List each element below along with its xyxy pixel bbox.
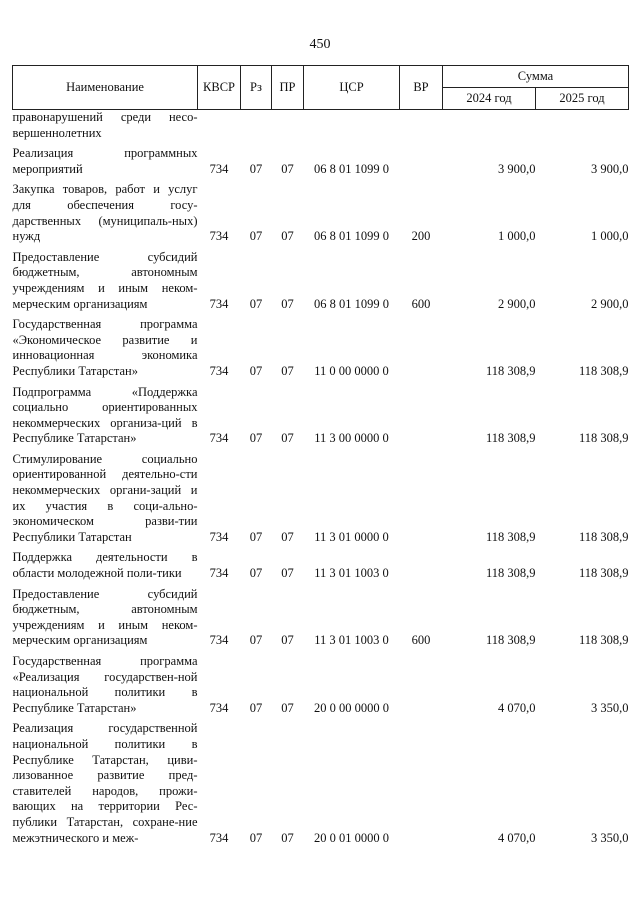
header-vr: ВР xyxy=(400,66,443,110)
row-rz: 07 xyxy=(249,633,263,648)
row-pr: 07 xyxy=(281,566,294,581)
row-pr: 07 xyxy=(281,363,294,378)
row-amount-2025: 2 900,0 xyxy=(591,296,629,311)
header-pr: ПР xyxy=(272,66,304,110)
row-name: Государственная программа «Экономическое развитие и инновационная экономика Республики Татарстан» xyxy=(12,317,198,378)
row-rz: 07 xyxy=(249,431,263,446)
row-csr xyxy=(304,110,400,142)
row-kvsr: 734 xyxy=(209,700,229,715)
row-rz: 07 xyxy=(249,229,263,244)
row-vr: 200 xyxy=(411,229,431,244)
row-pr: 07 xyxy=(281,161,294,176)
row-name: Предоставление субсидий бюджетным, автономным учреждениям и иным неком-мерческим организациям xyxy=(12,586,198,648)
row-vr xyxy=(400,385,443,447)
row-kvsr: 734 xyxy=(209,229,229,244)
row-csr: 20 0 01 0000 0 xyxy=(314,830,389,845)
row-rz: 07 xyxy=(249,363,263,378)
row-amount-2024: 2 900,0 xyxy=(498,296,536,311)
row-pr: 07 xyxy=(281,633,294,648)
header-rz: Рз xyxy=(241,66,272,110)
row-pr: 07 xyxy=(281,431,294,446)
row-vr: 600 xyxy=(411,296,431,311)
table-row xyxy=(13,550,629,581)
row-csr: 11 3 01 1003 0 xyxy=(314,633,389,648)
row-vr xyxy=(400,452,443,546)
row-amount-2024: 118 308,9 xyxy=(485,363,536,378)
row-csr: 06 8 01 1099 0 xyxy=(314,229,389,244)
table-row xyxy=(13,721,629,846)
header-csr: ЦСР xyxy=(304,66,400,110)
row-kvsr: 734 xyxy=(209,566,229,581)
table-row xyxy=(13,654,629,716)
row-amount-2024: 118 308,9 xyxy=(485,633,536,648)
row-amount-2025: 3 350,0 xyxy=(591,830,629,845)
row-csr: 11 3 00 0000 0 xyxy=(314,431,389,446)
row-vr xyxy=(400,654,443,716)
row-rz: 07 xyxy=(249,161,263,176)
row-rz: 07 xyxy=(249,529,263,544)
row-amount-2024: 3 900,0 xyxy=(498,161,536,176)
row-amount-2025 xyxy=(536,110,629,142)
row-name: правонарушений среди несо-вершеннолетних xyxy=(12,110,198,140)
row-vr xyxy=(400,721,443,846)
row-name: Государственная программа «Реализация государствен-ной национальной политики в Республике Татарстан» xyxy=(12,654,198,715)
row-amount-2024 xyxy=(443,110,536,142)
row-pr: 07 xyxy=(281,830,294,845)
table-body xyxy=(13,110,629,847)
row-rz: 07 xyxy=(249,566,263,581)
row-vr: 600 xyxy=(411,633,431,648)
row-amount-2024: 118 308,9 xyxy=(485,566,536,581)
row-csr: 11 0 00 0000 0 xyxy=(314,363,389,378)
row-pr: 07 xyxy=(281,529,294,544)
row-rz: 07 xyxy=(249,296,263,311)
header-year-2024: 2024 год xyxy=(443,88,536,110)
table-row xyxy=(13,452,629,546)
row-rz: 07 xyxy=(249,830,263,845)
row-csr: 06 8 01 1099 0 xyxy=(314,296,389,311)
row-amount-2025: 118 308,9 xyxy=(578,566,629,581)
row-amount-2025: 3 350,0 xyxy=(591,700,629,715)
row-rz: 07 xyxy=(249,700,263,715)
table-header xyxy=(13,66,629,110)
row-amount-2025: 3 900,0 xyxy=(591,161,629,176)
row-pr: 07 xyxy=(281,700,294,715)
header-sum: Сумма xyxy=(443,66,629,88)
table-row xyxy=(13,110,629,142)
row-name: Стимулирование социально ориентированной деятельно-сти некоммерческих органи-заций и их участия в соци-ально-экономическом разви-тии Республики Татарстан xyxy=(12,451,198,544)
row-pr xyxy=(272,110,304,142)
row-vr xyxy=(400,146,443,177)
row-kvsr xyxy=(198,110,241,142)
budget-table xyxy=(12,65,629,846)
row-amount-2025: 118 308,9 xyxy=(578,633,629,648)
row-name: Реализация государственной национальной политики в Республике Татарстан, циви-лизованное развитие пред-ставителей народов, прожи-вающих на территории Рес-публики Татарстан, сохране-ние межэтнического и меж- xyxy=(12,721,198,845)
header-name: Наименование xyxy=(13,66,198,110)
row-kvsr: 734 xyxy=(209,161,229,176)
row-amount-2025: 1 000,0 xyxy=(591,229,629,244)
table-row xyxy=(13,587,629,649)
row-amount-2024: 1 000,0 xyxy=(498,229,536,244)
row-rz xyxy=(241,110,272,142)
row-amount-2024: 118 308,9 xyxy=(485,431,536,446)
row-kvsr: 734 xyxy=(209,296,229,311)
row-vr xyxy=(400,550,443,581)
row-amount-2025: 118 308,9 xyxy=(578,363,629,378)
row-kvsr: 734 xyxy=(209,830,229,845)
row-vr xyxy=(400,317,443,379)
row-amount-2024: 118 308,9 xyxy=(485,529,536,544)
row-name: Закупка товаров, работ и услуг для обеспечения госу-дарственных (муниципаль-ных) нужд xyxy=(12,182,198,244)
row-csr: 20 0 00 0000 0 xyxy=(314,700,389,715)
row-csr: 11 3 01 0000 0 xyxy=(314,529,389,544)
row-csr: 06 8 01 1099 0 xyxy=(314,161,389,176)
row-name: Предоставление субсидий бюджетным, автономным учреждениям и иным неком-мерческим организациям xyxy=(12,249,198,311)
row-kvsr: 734 xyxy=(209,363,229,378)
row-name: Реализация программных мероприятий xyxy=(12,146,198,176)
row-csr: 11 3 01 1003 0 xyxy=(314,566,389,581)
header-year-2025: 2025 год xyxy=(536,88,629,110)
page-number: 450 xyxy=(309,37,331,52)
row-amount-2024: 4 070,0 xyxy=(498,700,536,715)
row-kvsr: 734 xyxy=(209,431,229,446)
row-kvsr: 734 xyxy=(209,633,229,648)
table-row xyxy=(13,385,629,447)
table-row xyxy=(13,317,629,379)
header-kvsr: КВСР xyxy=(198,66,241,110)
table-row xyxy=(13,146,629,177)
row-name: Поддержка деятельности в области молодежной поли-тики xyxy=(12,550,198,581)
table-row xyxy=(13,182,629,244)
row-vr xyxy=(400,110,443,142)
row-pr: 07 xyxy=(281,296,294,311)
row-pr: 07 xyxy=(281,229,294,244)
row-amount-2025: 118 308,9 xyxy=(578,529,629,544)
table-row xyxy=(13,250,629,312)
row-amount-2025: 118 308,9 xyxy=(578,431,629,446)
row-amount-2024: 4 070,0 xyxy=(498,830,536,845)
row-kvsr: 734 xyxy=(209,529,229,544)
row-name: Подпрограмма «Поддержка социально ориентированных некоммерческих организа-ций в Республике Татарстан» xyxy=(12,384,198,446)
